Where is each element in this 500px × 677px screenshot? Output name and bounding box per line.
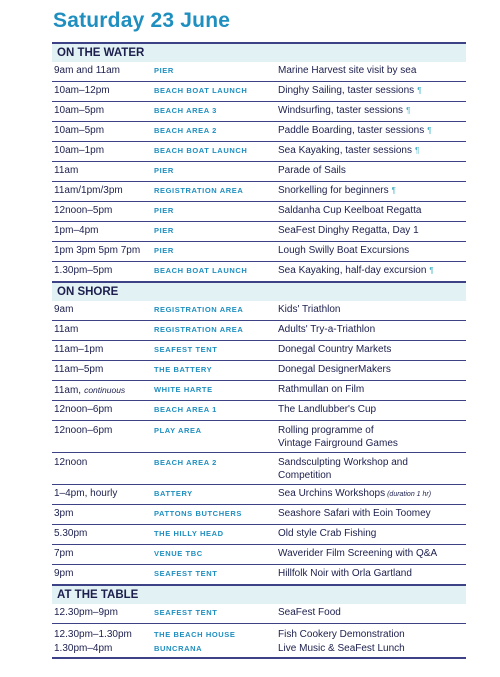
table-row xyxy=(52,504,466,524)
time-cell: 7pm xyxy=(54,548,74,560)
table-row xyxy=(52,62,466,81)
table-row xyxy=(52,544,466,564)
event-cell: Saldanha Cup Keelboat Regatta xyxy=(278,205,422,217)
table-row xyxy=(52,524,466,544)
time-cell: 11am xyxy=(54,165,79,177)
table-row xyxy=(52,241,466,261)
event-cell: Sea Kayaking, half-day excursion ¶ xyxy=(278,265,434,277)
venue-cell: PLAY AREA xyxy=(154,426,202,435)
venue-cell: THE BEACH HOUSE BUNCRANA xyxy=(154,630,236,653)
event-cell: Seashore Safari with Eoin Toomey xyxy=(278,508,431,520)
event-cell: Adults' Try-a-Triathlon xyxy=(278,324,376,336)
time-cell: 12noon–6pm xyxy=(54,425,113,436)
venue-cell: BEACH BOAT LAUNCH xyxy=(154,146,248,156)
table-row xyxy=(52,360,466,380)
venue-cell: SEAFEST TENT xyxy=(154,345,218,355)
venue-cell: SEAFEST TENT xyxy=(154,569,218,579)
time-cell: 10am–1pm xyxy=(54,145,105,157)
pilcrow-icon: ¶ xyxy=(406,106,411,116)
table-row xyxy=(52,340,466,360)
table-row xyxy=(52,301,466,320)
table-row xyxy=(52,221,466,241)
table-row xyxy=(52,623,466,659)
table-row xyxy=(52,420,466,452)
table-row xyxy=(52,101,466,121)
venue-cell: PIER xyxy=(154,66,174,76)
time-cell: 1pm–4pm xyxy=(54,225,99,237)
event-cell: Fish Cookery Demonstration Live Music & SeaFest Lunch xyxy=(278,629,405,654)
event-cell: Rathmullan on Film xyxy=(278,384,365,396)
pilcrow-icon: ¶ xyxy=(427,126,432,136)
venue-cell: REGISTRATION AREA xyxy=(154,305,244,315)
event-cell: Sandsculpting Workshop and Competition xyxy=(278,457,408,481)
pilcrow-icon: ¶ xyxy=(414,146,420,156)
time-cell: 11am–1pm xyxy=(54,344,104,356)
venue-cell: THE HILLY HEAD xyxy=(154,529,224,539)
section-heading-on-shore: ON SHORE xyxy=(52,281,466,301)
time-cell: 11am–5pm xyxy=(54,364,104,376)
event-cell: Waverider Film Screening with Q&A xyxy=(278,548,438,560)
schedule-table xyxy=(52,42,466,659)
time-cell: 11am/1pm/3pm xyxy=(54,185,123,197)
event-cell: Sea Urchins Workshops (duration 1 hr) xyxy=(278,487,432,499)
venue-cell: SEAFEST TENT xyxy=(154,608,218,618)
time-note: continuous xyxy=(84,384,126,395)
venue-cell: PIER xyxy=(154,226,174,236)
table-row xyxy=(52,181,466,201)
venue-cell: THE BATTERY xyxy=(154,365,213,375)
section-heading-at-the-table: AT THE TABLE xyxy=(52,584,466,604)
table-row xyxy=(52,564,466,584)
time-cell: 10am–12pm xyxy=(54,85,110,97)
event-cell: Rolling programme of Vintage Fairground Games xyxy=(278,425,398,449)
table-row xyxy=(52,121,466,141)
table-row xyxy=(52,400,466,420)
time-cell: 5.30pm xyxy=(54,528,88,540)
event-cell: Donegal DesignerMakers xyxy=(278,364,391,376)
duration-note: (duration 1 hr) xyxy=(387,490,432,498)
time-cell: 1–4pm, hourly xyxy=(54,488,118,500)
time-cell: 1pm 3pm 5pm 7pm xyxy=(54,245,141,257)
venue-cell: BEACH AREA 1 xyxy=(154,405,217,415)
event-cell: Paddle Boarding, taster sessions ¶ xyxy=(278,125,432,137)
time-cell: 9am xyxy=(54,304,74,316)
time-cell: 1.30pm–5pm xyxy=(54,265,113,277)
pilcrow-icon: ¶ xyxy=(391,186,396,196)
table-row xyxy=(52,141,466,161)
venue-cell: BATTERY xyxy=(154,489,193,499)
time-cell: 11am xyxy=(54,324,79,336)
time-cell: 12noon–6pm xyxy=(54,404,113,416)
table-row xyxy=(52,81,466,101)
event-cell: Dinghy Sailing, taster sessions ¶ xyxy=(278,85,422,97)
event-cell: Parade of Sails xyxy=(278,165,346,177)
pilcrow-icon: ¶ xyxy=(429,266,434,276)
event-cell: Marine Harvest site visit by sea xyxy=(278,65,417,77)
time-cell: 9pm xyxy=(54,568,74,580)
venue-cell: PIER xyxy=(154,246,174,256)
time-cell: 11am, continuous xyxy=(54,384,126,396)
event-cell: SeaFest Food xyxy=(278,607,341,619)
table-row xyxy=(52,161,466,181)
venue-cell: VENUE TBC xyxy=(154,549,203,559)
time-cell: 3pm xyxy=(54,508,74,520)
section-heading-on-the-water: ON THE WATER xyxy=(52,42,466,62)
time-cell: 12noon–5pm xyxy=(54,205,113,217)
venue-cell: BEACH AREA 3 xyxy=(154,106,217,116)
time-cell: 12noon xyxy=(54,457,88,468)
event-cell: Kids' Triathlon xyxy=(278,304,341,316)
venue-cell: PATTONS BUTCHERS xyxy=(154,509,242,519)
venue-cell: PIER xyxy=(154,166,174,176)
venue-cell: BEACH AREA 2 xyxy=(154,458,217,467)
venue-cell: REGISTRATION AREA xyxy=(154,325,244,335)
venue-cell: BEACH BOAT LAUNCH xyxy=(154,86,248,96)
event-cell: The Landlubber's Cup xyxy=(278,404,377,416)
event-cell: Hillfolk Noir with Orla Gartland xyxy=(278,568,412,580)
time-cell: 12.30pm–1.30pm 1.30pm–4pm xyxy=(54,629,132,654)
event-cell: Windsurfing, taster sessions ¶ xyxy=(278,105,411,117)
venue-cell: BEACH BOAT LAUNCH xyxy=(154,266,248,276)
table-row xyxy=(52,380,466,400)
time-cell: 9am and 11am xyxy=(54,65,120,77)
event-cell: Donegal Country Markets xyxy=(278,344,392,356)
table-row xyxy=(52,201,466,221)
event-cell: Snorkelling for beginners ¶ xyxy=(278,185,396,197)
event-cell: SeaFest Dinghy Regatta, Day 1 xyxy=(278,225,419,237)
table-row xyxy=(52,604,466,623)
time-cell: 10am–5pm xyxy=(54,105,105,117)
venue-cell: REGISTRATION AREA xyxy=(154,186,244,196)
table-row xyxy=(52,320,466,340)
table-row xyxy=(52,261,466,281)
table-row xyxy=(52,484,466,504)
time-cell: 10am–5pm xyxy=(54,125,105,137)
time-cell: 12.30pm–9pm xyxy=(54,607,118,619)
venue-cell: PIER xyxy=(154,206,174,216)
page-title: Saturday 23 June xyxy=(53,9,231,32)
event-cell: Lough Swilly Boat Excursions xyxy=(278,245,410,257)
event-cell: Sea Kayaking, taster sessions ¶ xyxy=(278,145,420,157)
venue-cell: WHITE HARTE xyxy=(154,385,213,395)
venue-cell: BEACH AREA 2 xyxy=(154,126,217,136)
table-row xyxy=(52,452,466,484)
event-cell: Old style Crab Fishing xyxy=(278,528,377,540)
pilcrow-icon: ¶ xyxy=(417,86,422,96)
